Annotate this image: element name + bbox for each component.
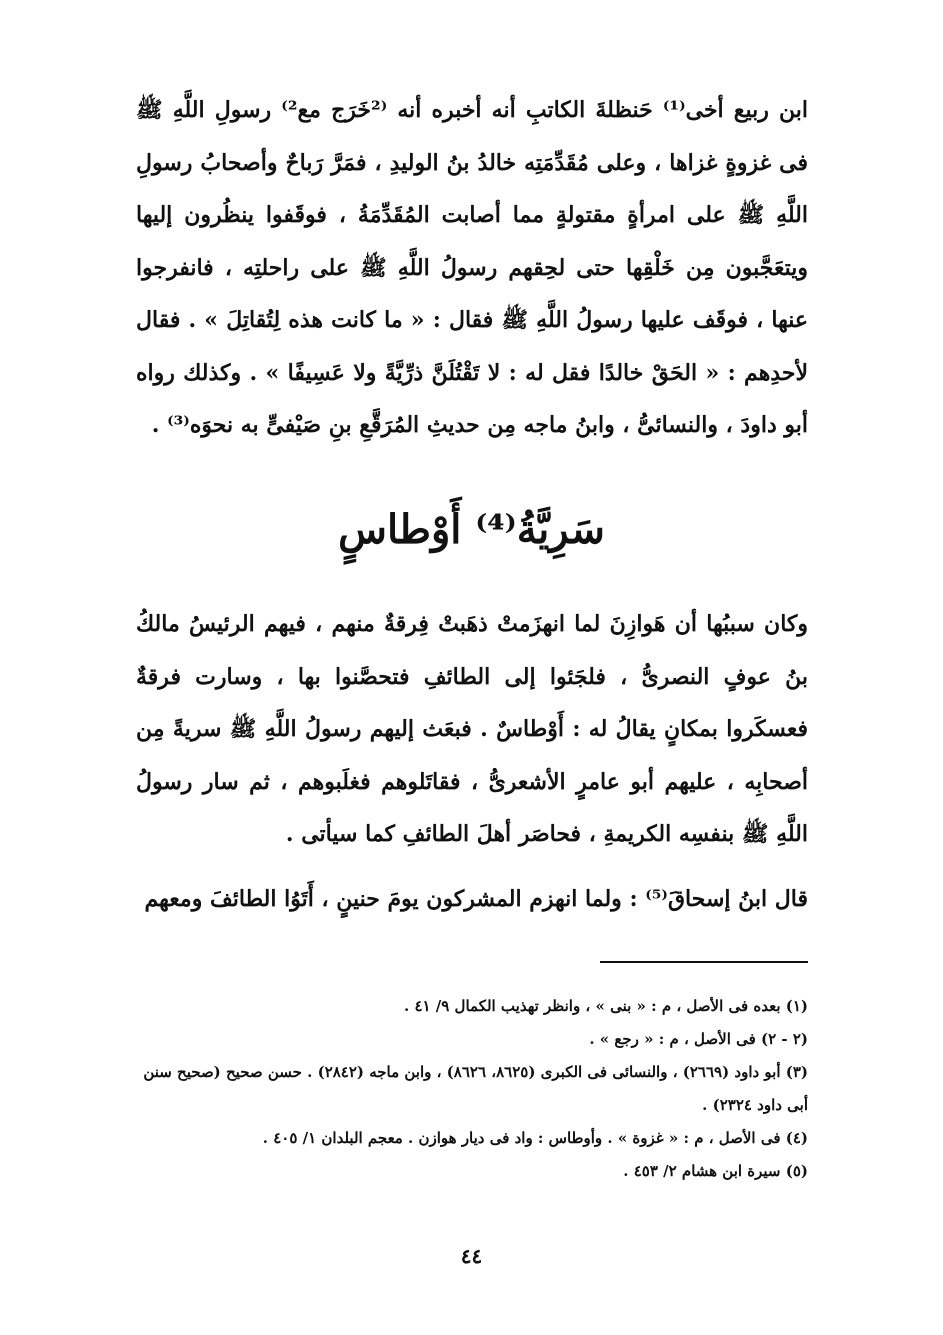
footnote: (١) بعده فى الأصل ، م : « بنى » ، وانظر تهذيب الكمال ٩/ ٤١ . <box>403 997 808 1015</box>
footnote: (٤) فى الأصل ، م : « غزوة » . وأوطاس : واد فى ديار هوازن . معجم البلدان ١/ ٤٠٥ . <box>262 1129 808 1147</box>
footnote: (٢ - ٢) فى الأصل ، م : « رجع » . <box>589 1030 808 1048</box>
paragraph-text: وكان سببُها أن هَوازِنَ لما انهزَمتْ ذهَبتْ فِرقةٌ منهم ، فيهم الرئيسُ مالكُ بنُ عوفٍ النصرىُّ ، فلجَئوا إلى الطائفِ فتحصَّنوا بها ، وسارت فرقةٌ فعسكَروا بمكانٍ يقالُ له : أَوْطاسٌ . فبعَث إليهم رسولُ اللَّهِ ﷺ سريةً مِن أصحابِه ، عليهم أبو عامرٍ الأشعرىُّ ، فقاتَلوهم فغلَبوهم ، ثم سار رسولُ اللَّهِ ﷺ بنفسِه الكريمةِ ، فحاصَر أهلَ الطائفِ كما سيأتى . <box>136 611 808 847</box>
footnote-divider <box>600 961 808 963</box>
footnotes <box>136 990 808 1188</box>
footnote: (٥) سيرة ابن هشام ٢/ ٤٥٣ . <box>623 1162 808 1180</box>
top-paragraph <box>136 84 808 452</box>
page-number: ٤٤ <box>460 1244 483 1268</box>
footnote: (٣) أبو داود (٢٦٦٩) ، والنسائى فى الكبرى (٨٦٢٥، ٨٦٢٦) ، وابن ماجه (٢٨٤٢) . حسن صحيح (صحيح سنن أبى داود ٢٣٢٤) . <box>143 1063 808 1114</box>
paragraph-text: ابن ربيع أخى⁽¹⁾ حَنظلةَ الكاتبِ أنه أخبره أنه ⁽²خَرَج مع²⁾ رسولِ اللَّهِ ﷺ فى غزوةٍ غزاها ، وعلى مُقَدِّمَتِه خالدُ بنُ الوليدِ ، فمَرَّ رَباحٌ وأصحابُ رسولِ اللَّهِ ﷺ على امرأةٍ مقتولةٍ مما أصابت المُقَدِّمَةُ ، فوقَفوا ينظُرون إليها ويتعَجَّبون مِن خَلْقِها حتى لحِقهم رسولُ اللَّهِ ﷺ على راحلتِه ، فانفرجوا عنها ، فوقَف عليها رسولُ اللَّهِ ﷺ فقال : « ما كانت هذه لِتُقاتِلَ » . فقال لأحدِهم : « الحَقْ خالدًا فقل له : لا تَقْتُلَنَّ ذرِّيَّةً ولا عَسِيفًا » . وكذلك رواه أبو داودَ ، والنسائىُّ ، وابنُ ماجه مِن حديثِ المُرَقَّعِ بنِ صَيْفىٍّ به نحوَه⁽³⁾ . <box>136 97 809 438</box>
paragraph-text: قال ابنُ إسحاقَ⁽⁵⁾ : ولما انهزم المشركون يومَ حنينٍ ، أَتَوُا الطائفَ ومعهم <box>144 885 808 912</box>
section-heading: سَرِيَّةُ⁽⁴⁾ أَوْطاسٍ <box>338 506 605 553</box>
section-body <box>136 598 808 925</box>
